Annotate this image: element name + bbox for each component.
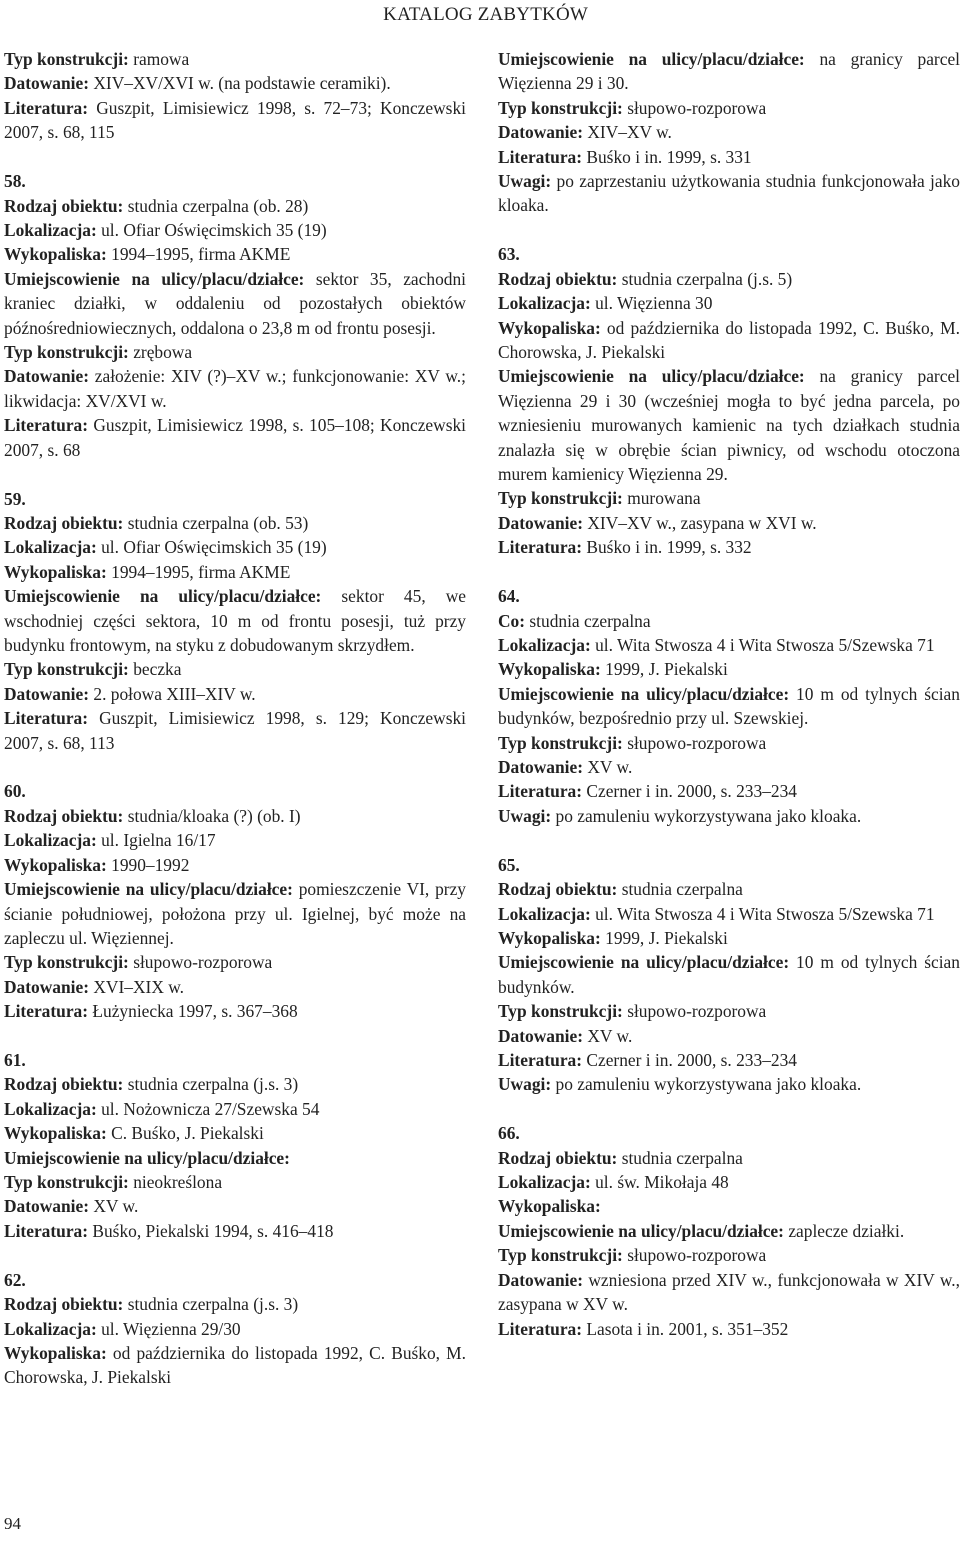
field-value: Łużyniecka 1997, s. 367–368 [92, 1001, 298, 1022]
entry-field [498, 804, 960, 828]
field-label: Datowanie: [498, 122, 584, 143]
catalog-entry [498, 584, 960, 828]
entry-field [498, 731, 960, 755]
entry-field [498, 1024, 960, 1048]
field-label: Datowanie: [498, 1269, 584, 1290]
entry-field [4, 950, 466, 974]
field-label: Datowanie: [4, 73, 90, 94]
field-value: zaplecze działki. [788, 1220, 905, 1241]
running-header: KATALOG ZABYTKÓW [383, 4, 588, 25]
field-value: sektor 45, we wschodniej części sektora, 10 m od frontu posesji, tuż przy budynku frontowym, na styku z dobudowanym skrzydłem. [4, 586, 466, 655]
field-value: XIV–XV w. [587, 122, 672, 143]
entry-field [498, 364, 960, 486]
entry-field [498, 291, 960, 315]
field-value: po zamuleniu wykorzystywana jako kloaka. [555, 805, 862, 826]
field-value: wzniesiona przed XIV w., funkcjonowała w XIV w., zasypana w XV w. [498, 1269, 960, 1315]
field-label: Umiejscowienie na ulicy/placu/działce: [498, 366, 805, 387]
entry-field [4, 218, 466, 242]
field-value: Lasota i in. 2001, s. 351–352 [586, 1318, 789, 1339]
catalog-entry [4, 47, 466, 145]
field-label: Literatura: [498, 1049, 583, 1070]
field-value: ul. Więzienna 30 [595, 293, 713, 314]
field-label: Literatura: [498, 1318, 583, 1339]
field-label: Rodzaj obiektu: [4, 1074, 124, 1095]
entry-field [4, 364, 466, 413]
field-label: Lokalizacja: [498, 293, 591, 314]
entry-number: 60. [4, 781, 26, 802]
entry-number: 59. [4, 488, 26, 509]
entry-number: 64. [498, 586, 520, 607]
field-label: Wykopaliska: [4, 1123, 107, 1144]
field-label: Co: [498, 610, 526, 631]
field-value: beczka [133, 659, 182, 680]
field-label: Lokalizacja: [4, 537, 97, 558]
entry-field [4, 1292, 466, 1316]
field-value: studnia czerpalna (ob. 53) [127, 512, 309, 533]
field-value: pomieszczenie VI, przy ścianie południowej, położona przy ul. Igielnej, być może na zapleczu ul. Więziennej. [4, 879, 466, 948]
field-label: Umiejscowienie na ulicy/placu/działce: [4, 268, 305, 289]
field-value: 10 m od tylnych ścian budynków, bezpośrednio przy ul. Szewskiej. [498, 683, 960, 729]
entry-field [498, 267, 960, 291]
field-label: Lokalizacja: [498, 903, 591, 924]
entry-field [4, 975, 466, 999]
field-label: Rodzaj obiektu: [4, 512, 124, 533]
catalog-entry [4, 779, 466, 1023]
entry-field [498, 47, 960, 96]
entry-field [498, 902, 960, 926]
catalog-entry [4, 487, 466, 755]
field-value: XV w. [93, 1196, 139, 1217]
field-label: Literatura: [4, 415, 89, 436]
entry-number: 62. [4, 1269, 26, 1290]
entry-field [4, 71, 466, 95]
entry-field [498, 999, 960, 1023]
entry-field [4, 47, 466, 71]
right-column [498, 47, 960, 1365]
entry-field [498, 535, 960, 559]
entry-field [498, 1170, 960, 1194]
entry-field [498, 316, 960, 365]
field-value: studnia czerpalna (j.s. 3) [127, 1294, 299, 1315]
field-value: C. Buśko, J. Piekalski [111, 1123, 264, 1144]
field-label: Literatura: [498, 146, 583, 167]
field-value: ul. św. Mikołaja 48 [595, 1172, 729, 1193]
field-label: Wykopaliska: [4, 1343, 107, 1363]
field-label: Rodzaj obiektu: [4, 805, 124, 826]
entry-field [498, 145, 960, 169]
field-label: Wykopaliska: [498, 927, 601, 948]
field-label: Uwagi: [498, 1074, 552, 1095]
field-value: ul. Ofiar Oświęcimskich 35 (19) [101, 219, 327, 240]
field-label: Umiejscowienie na ulicy/placu/działce: [498, 952, 790, 973]
entry-field [4, 1317, 466, 1341]
entry-field [4, 267, 466, 340]
entry-field [4, 804, 466, 828]
field-label: Typ konstrukcji: [4, 1172, 129, 1193]
field-label: Rodzaj obiektu: [498, 879, 618, 900]
field-value: 1999, J. Piekalski [605, 659, 728, 680]
entry-field [4, 682, 466, 706]
field-label: Uwagi: [498, 805, 552, 826]
entry-number: 58. [4, 171, 26, 192]
field-value: słupowo-rozporowa [133, 952, 273, 973]
entry-field [4, 1121, 466, 1145]
entry-field [498, 682, 960, 731]
entry-field [498, 779, 960, 803]
field-value: słupowo-rozporowa [627, 1001, 767, 1022]
field-value: na granicy parcel Więzienna 29 i 30 (wcześniej mogła to być jedna parcela, po wzniesieniu murowanych kamienic na tych działkach studnia znalazła się w obrębie ścian piwnicy, od wschodu otoczona murem kamienicy Więzienna 29. [498, 366, 960, 484]
entry-number: 61. [4, 1050, 26, 1071]
entry-field [498, 950, 960, 999]
field-label: Uwagi: [498, 171, 552, 192]
field-value: studnia czerpalna [621, 1147, 743, 1168]
field-label: Lokalizacja: [4, 830, 97, 851]
field-value: ul. Więzienna 29/30 [101, 1318, 241, 1339]
entry-field [498, 1317, 960, 1341]
field-label: Umiejscowienie na ulicy/placu/działce: [498, 49, 805, 69]
field-value: studnia/kloaka (?) (ob. I) [127, 805, 301, 826]
field-label: Datowanie: [498, 1025, 584, 1046]
field-value: Buśko i in. 1999, s. 332 [586, 537, 752, 558]
entry-field [4, 1170, 466, 1194]
entry-field [498, 96, 960, 120]
entry-field [4, 1097, 466, 1121]
field-label: Rodzaj obiektu: [498, 1147, 618, 1168]
catalog-entry [4, 1268, 466, 1390]
field-value: Guszpit, Limisiewicz 1998, s. 105–108; Konczewski 2007, s. 68 [4, 415, 466, 460]
field-value: XV w. [587, 756, 633, 777]
field-label: Rodzaj obiektu: [4, 1294, 124, 1315]
entry-field [4, 1194, 466, 1218]
field-value: Buśko i in. 1999, s. 331 [586, 146, 752, 167]
field-value: zrębowa [133, 341, 193, 362]
entry-field [498, 755, 960, 779]
field-value: studnia czerpalna (j.s. 5) [621, 268, 793, 289]
field-label: Typ konstrukcji: [498, 1245, 623, 1266]
field-label: Umiejscowienie na ulicy/placu/działce: [4, 586, 322, 607]
entry-field [4, 999, 466, 1023]
field-value: od października do listopada 1992, C. Buśko, M. Chorowska, J. Piekalski [4, 1343, 466, 1388]
field-label: Typ konstrukcji: [4, 952, 129, 973]
field-label: Literatura: [4, 1001, 89, 1022]
entry-field [498, 1268, 960, 1317]
catalog-entry [498, 853, 960, 1097]
catalog-entry [498, 242, 960, 559]
entry-field [498, 877, 960, 901]
field-label: Datowanie: [498, 512, 584, 533]
field-label: Literatura: [498, 537, 583, 558]
entry-number: 66. [498, 1123, 520, 1144]
field-value: ul. Wita Stwosza 4 i Wita Stwosza 5/Szewska 71 [595, 903, 935, 924]
field-label: Literatura: [4, 708, 89, 729]
field-value: nieokreślona [133, 1172, 223, 1193]
field-label: Datowanie: [4, 1196, 90, 1217]
entry-field [4, 340, 466, 364]
field-value: Guszpit, Limisiewicz 1998, s. 72–73; Konczewski 2007, s. 68, 115 [4, 97, 466, 143]
field-label: Lokalizacja: [498, 1172, 591, 1193]
field-value: słupowo-rozporowa [627, 732, 767, 753]
entry-field [4, 1219, 466, 1243]
entry-field [498, 1219, 960, 1243]
catalog-entry [4, 1048, 466, 1243]
field-value: Buśko, Piekalski 1994, s. 416–418 [92, 1220, 334, 1241]
field-value: ul. Ofiar Oświęcimskich 35 (19) [101, 537, 327, 558]
entry-field [498, 657, 960, 681]
entry-field [498, 926, 960, 950]
entry-field [4, 877, 466, 950]
field-value: 1994–1995, firma AKME [111, 244, 291, 265]
catalog-entry [4, 169, 466, 462]
entry-number: 63. [498, 244, 520, 265]
field-value: założenie: XIV (?)–XV w.; funkcjonowanie: XV w.; likwidacja: XV/XVI w. [4, 366, 466, 411]
field-label: Literatura: [4, 97, 89, 118]
field-value: na granicy parcel Więzienna 29 i 30. [498, 49, 960, 94]
field-value: 1990–1992 [111, 854, 190, 875]
field-value: sektor 35, zachodni kraniec działki, w oddaleniu od pozostałych obiektów późnośredniowiecznych, oddalona o 23,8 m od frontu posesji. [4, 268, 466, 338]
entry-field [4, 706, 466, 755]
entry-field [4, 828, 466, 852]
field-label: Lokalizacja: [498, 634, 591, 655]
entry-field [498, 1146, 960, 1170]
field-value: studnia czerpalna [621, 879, 743, 900]
entry-field [498, 1194, 960, 1218]
catalog-entry [498, 47, 960, 218]
field-label: Lokalizacja: [4, 219, 97, 240]
entry-number: 65. [498, 854, 520, 875]
field-label: Literatura: [498, 781, 583, 802]
field-value: 1994–1995, firma AKME [111, 561, 291, 582]
entry-field [4, 560, 466, 584]
entry-field [4, 1341, 466, 1390]
field-label: Wykopaliska: [4, 244, 107, 265]
field-value: Czerner i in. 2000, s. 233–234 [586, 781, 797, 802]
catalog-entry [498, 1121, 960, 1341]
field-label: Typ konstrukcji: [498, 97, 623, 118]
field-label: Typ konstrukcji: [498, 732, 623, 753]
field-label: Umiejscowienie na ulicy/placu/działce: [4, 1147, 290, 1168]
entry-field [4, 657, 466, 681]
field-value: 1999, J. Piekalski [605, 927, 728, 948]
field-value: po zamuleniu wykorzystywana jako kloaka. [555, 1074, 862, 1095]
entry-field [4, 413, 466, 462]
page-number: 94 [4, 1514, 21, 1533]
field-label: Typ konstrukcji: [498, 488, 623, 509]
entry-field [4, 194, 466, 218]
field-label: Datowanie: [498, 756, 584, 777]
field-label: Wykopaliska: [498, 659, 601, 680]
field-label: Umiejscowienie na ulicy/placu/działce: [498, 683, 790, 704]
field-label: Wykopaliska: [4, 561, 107, 582]
entry-field [4, 1072, 466, 1096]
field-value: 10 m od tylnych ścian budynków. [498, 952, 960, 997]
field-value: XIV–XV/XVI w. (na podstawie ceramiki). [93, 73, 391, 94]
field-value: ramowa [133, 49, 190, 69]
field-value: murowana [627, 488, 701, 509]
entry-field [498, 169, 960, 218]
field-label: Datowanie: [4, 683, 90, 704]
entry-field [4, 853, 466, 877]
entry-field [4, 584, 466, 657]
entry-field [498, 609, 960, 633]
field-label: Typ konstrukcji: [4, 341, 129, 362]
entry-field [4, 535, 466, 559]
field-value: ul. Wita Stwosza 4 i Wita Stwosza 5/Szewska 71 [595, 634, 935, 655]
field-value: ul. Igielna 16/17 [101, 830, 216, 851]
field-label: Rodzaj obiektu: [4, 195, 124, 216]
field-label: Literatura: [4, 1220, 89, 1241]
field-value: Czerner i in. 2000, s. 233–234 [586, 1049, 797, 1070]
field-value: studnia czerpalna (ob. 28) [127, 195, 309, 216]
entry-field [498, 120, 960, 144]
field-value: od października do listopada 1992, C. Buśko, M. Chorowska, J. Piekalski [498, 317, 960, 362]
entry-field [4, 511, 466, 535]
entry-field [498, 511, 960, 535]
field-label: Typ konstrukcji: [4, 49, 129, 69]
field-label: Typ konstrukcji: [4, 659, 129, 680]
left-column [4, 47, 466, 1414]
field-label: Typ konstrukcji: [498, 1001, 623, 1022]
field-value: XVI–XIX w. [93, 976, 185, 997]
field-label: Lokalizacja: [4, 1098, 97, 1119]
field-label: Datowanie: [4, 366, 90, 387]
field-value: XV w. [587, 1025, 633, 1046]
field-value: słupowo-rozporowa [627, 97, 767, 118]
field-value: studnia czerpalna (j.s. 3) [127, 1074, 299, 1095]
field-value: po zaprzestaniu użytkowania studnia funkcjonowała jako kloaka. [498, 171, 960, 216]
entry-field [498, 1072, 960, 1096]
entry-field [498, 633, 960, 657]
field-value: studnia czerpalna [529, 610, 651, 631]
entry-field [498, 1048, 960, 1072]
field-label: Umiejscowienie na ulicy/placu/działce: [4, 879, 293, 900]
field-label: Wykopaliska: [498, 317, 601, 338]
field-value: Guszpit, Limisiewicz 1998, s. 129; Konczewski 2007, s. 68, 113 [4, 708, 466, 753]
field-label: Lokalizacja: [4, 1318, 97, 1339]
field-label: Wykopaliska: [4, 854, 107, 875]
entry-field [4, 1146, 466, 1170]
field-value: ul. Nożownicza 27/Szewska 54 [101, 1098, 320, 1119]
field-label: Wykopaliska: [498, 1196, 601, 1217]
field-value: XIV–XV w., zasypana w XVI w. [587, 512, 817, 533]
entry-field [498, 1243, 960, 1267]
entry-field [4, 242, 466, 266]
entry-field [498, 486, 960, 510]
field-label: Rodzaj obiektu: [498, 268, 618, 289]
field-value: słupowo-rozporowa [627, 1245, 767, 1266]
entry-field [4, 96, 466, 145]
field-value: 2. połowa XIII–XIV w. [93, 683, 256, 704]
field-label: Umiejscowienie na ulicy/placu/działce: [498, 1220, 784, 1241]
field-label: Datowanie: [4, 976, 90, 997]
